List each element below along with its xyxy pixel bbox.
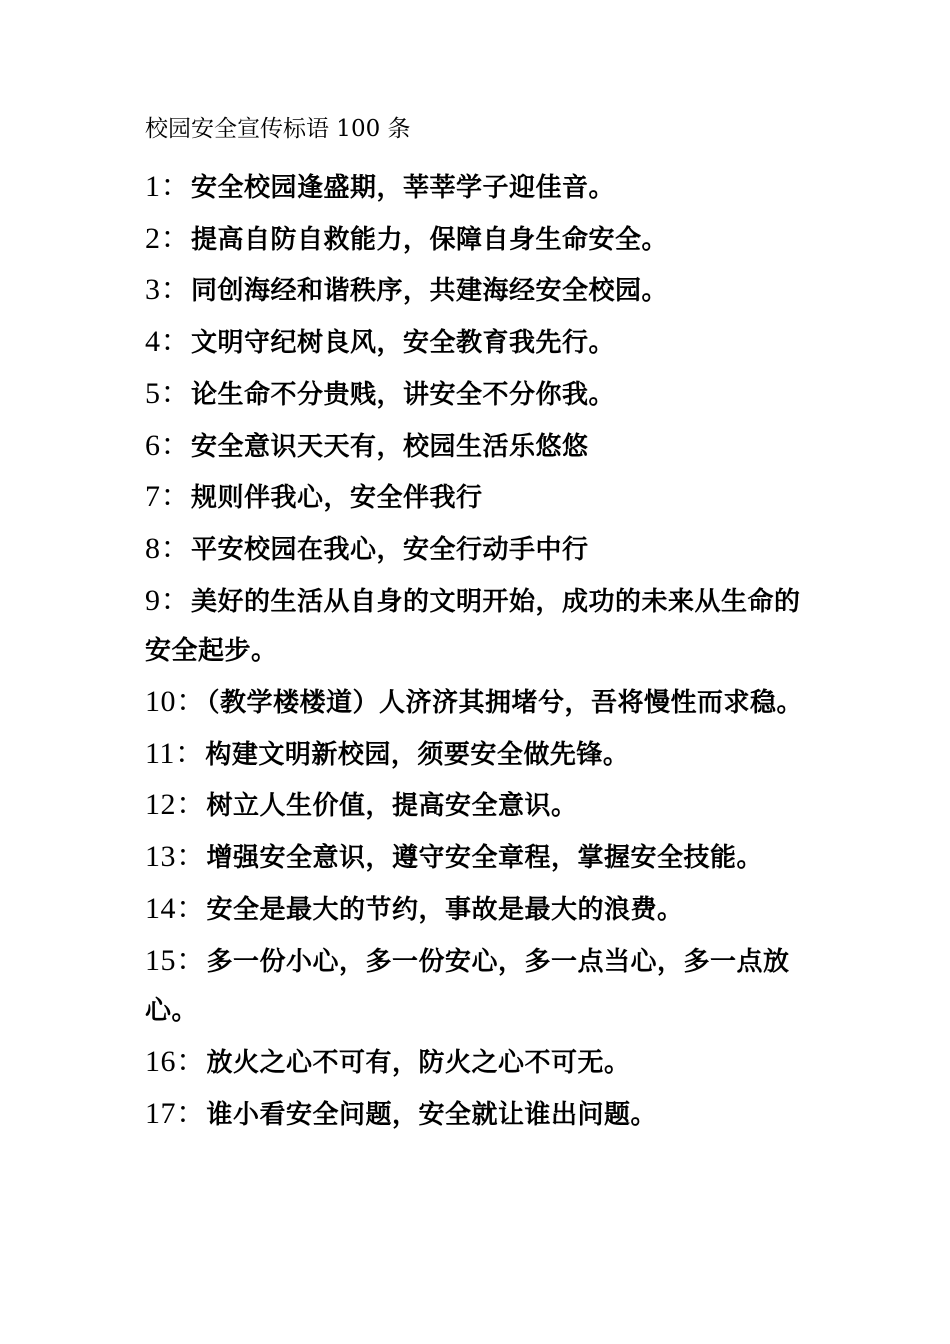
item-number: 11： bbox=[145, 736, 206, 770]
slogan-item bbox=[145, 214, 815, 266]
item-text: 规则伴我心，安全伴我行 bbox=[191, 483, 483, 514]
item-number: 4： bbox=[145, 325, 191, 359]
item-number: 16： bbox=[145, 1044, 207, 1078]
item-text: 安全校园逢盛期，莘莘学子迎佳音。 bbox=[191, 173, 616, 203]
item-text: 多一份小心，多一份安心，多一点当心，多一点放心。 bbox=[145, 946, 790, 1027]
slogan-item bbox=[145, 317, 815, 369]
item-number: 9： bbox=[145, 583, 191, 617]
item-text: 论生命不分贵贱，讲安全不分你我。 bbox=[191, 379, 616, 410]
slogan-item bbox=[145, 884, 815, 936]
item-text: 提高自防自救能力，保障自身生命安全。 bbox=[191, 224, 669, 255]
item-text: 美好的生活从自身的文明开始，成功的未来从生命的安全起步。 bbox=[145, 586, 801, 667]
slogan-item bbox=[145, 162, 815, 214]
item-text: 谁小看安全问题，安全就让谁出问题。 bbox=[206, 1099, 658, 1130]
item-text: 增强安全意识，遵守安全章程，掌握安全技能。 bbox=[206, 843, 764, 874]
item-text: 构建文明新校园，须要安全做先锋。 bbox=[205, 739, 630, 770]
slogan-item bbox=[145, 265, 815, 317]
item-number: 3： bbox=[145, 273, 191, 307]
slogan-item bbox=[145, 1037, 815, 1089]
item-number: 17： bbox=[145, 1096, 207, 1130]
item-number: 12： bbox=[145, 788, 207, 822]
slogan-item bbox=[145, 524, 815, 576]
item-number: 10： bbox=[145, 685, 207, 719]
slogan-item bbox=[145, 832, 815, 884]
document-body bbox=[145, 112, 815, 1140]
item-number: 14： bbox=[145, 891, 207, 925]
item-number: 13： bbox=[145, 840, 207, 874]
item-number: 7： bbox=[145, 480, 191, 514]
item-text: 同创海经和谐秩序，共建海经安全校园。 bbox=[191, 276, 669, 307]
item-number: 5： bbox=[145, 376, 191, 410]
item-number: 15： bbox=[145, 943, 207, 977]
item-text: 安全意识天天有，校园生活乐悠悠 bbox=[191, 431, 589, 462]
item-text: 文明守纪树良风，安全教育我先行。 bbox=[191, 328, 616, 359]
item-text: 树立人生价值，提高安全意识。 bbox=[206, 791, 578, 822]
slogan-item bbox=[145, 472, 815, 524]
slogan-item bbox=[145, 1089, 815, 1141]
item-text: 放火之心不可有，防火之心不可无。 bbox=[206, 1047, 631, 1078]
slogan-item bbox=[145, 677, 815, 729]
slogan-item bbox=[145, 369, 815, 421]
slogan-item bbox=[145, 576, 815, 677]
slogan-item bbox=[145, 780, 815, 832]
item-number: 6： bbox=[145, 428, 191, 462]
document-title: 校园安全宣传标语 100 条 bbox=[145, 116, 411, 142]
slogan-item bbox=[145, 421, 815, 473]
item-number: 2： bbox=[145, 221, 191, 255]
item-text: 平安校园在我心，安全行动手中行 bbox=[191, 534, 589, 565]
item-number: 8： bbox=[145, 531, 191, 565]
slogan-item bbox=[145, 936, 815, 1037]
item-text: 安全是最大的节约，事故是最大的浪费。 bbox=[206, 894, 684, 925]
item-text: （教学楼楼道）人济济其拥堵兮，吾将慢性而求稳。 bbox=[206, 688, 804, 719]
item-number: 1： bbox=[145, 170, 191, 203]
slogan-item bbox=[145, 729, 815, 781]
